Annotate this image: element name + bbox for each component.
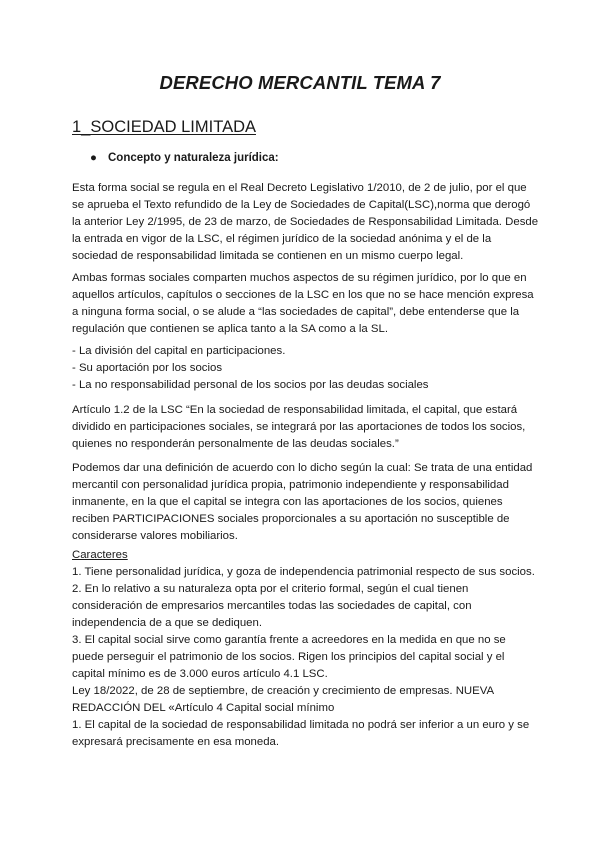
- paragraph-4: [72, 460, 532, 545]
- text-line: inmanente, en la que el capital se integra con las aportaciones de los socios, quienes: [72, 496, 503, 508]
- bullet-icon: ●: [90, 152, 97, 164]
- text-line: la anterior Ley 2/1995, de 23 de marzo, de Sociedades de Responsabilidad Limitada. Desde: [72, 216, 539, 228]
- text-line: expresará precisamente en esa moneda.: [72, 736, 280, 748]
- caracteres-heading: Caracteres: [72, 549, 128, 561]
- paragraph-3: [72, 402, 532, 453]
- text-line: se aprueba el Texto refundido de la Ley de Sociedades de Capital(LSC),norma que derogó: [72, 199, 531, 211]
- text-line: capital mínimo es de 3.000 euros artículo 4.1 LSC.: [72, 668, 328, 680]
- list-1: [72, 343, 532, 394]
- text-line: Ley 18/2022, de 28 de septiembre, de creación y crecimiento de empresas. NUEVA: [72, 685, 495, 697]
- text-line: consideración de empresarios mercantiles todas las sociedades de capital, con: [72, 600, 472, 612]
- paragraph-1: [72, 180, 539, 265]
- text-line: Podemos dar una definición de acuerdo con lo dicho según la cual: Se trata de una entidad: [72, 462, 533, 474]
- text-line: aquellos artículos, capítulos o secciones de la LSC en los que no se hace mención expresa: [72, 289, 534, 301]
- document-title: DERECHO MERCANTIL TEMA 7: [159, 72, 441, 93]
- text-line: Ambas formas sociales comparten muchos aspectos de su régimen jurídico, por lo que en: [72, 272, 527, 284]
- section-heading: 1_SOCIEDAD LIMITADA: [72, 118, 256, 136]
- text-line: Esta forma social se regula en el Real Decreto Legislativo 1/2010, de 2 de julio, por el que: [72, 182, 527, 194]
- paragraph-2: [72, 270, 532, 338]
- text-line: 1. Tiene personalidad jurídica, y goza de independencia patrimonial respecto de sus socios.: [72, 566, 535, 578]
- paragraph-5: [72, 683, 532, 751]
- bullet-item: [90, 152, 279, 164]
- text-line: 1. El capital de la sociedad de responsabilidad limitada no podrá ser inferior a un euro y se: [72, 719, 530, 731]
- text-line: 3. El capital social sirve como garantía frente a acreedores en la medida en que no se: [72, 634, 506, 646]
- text-line: regulación que contienen se aplica tanto a la SA como a la SL.: [72, 323, 388, 335]
- text-line: dividido en participaciones sociales, se integrará por las aportaciones de todos los socios,: [72, 421, 526, 433]
- list-item: - La no responsabilidad personal de los socios por las deudas sociales: [72, 379, 429, 391]
- text-line: la entrada en vigor de la LSC, el régimen jurídico de la sociedad anónima y el de la: [72, 233, 492, 245]
- caracteres-section: [72, 547, 535, 683]
- text-line: considerarse valores mobiliarios.: [72, 530, 238, 542]
- text-line: mercantil con personalidad jurídica propia, patrimonio independiente y responsabilidad: [72, 479, 509, 491]
- text-line: Artículo 1.2 de la LSC “En la sociedad de responsabilidad limitada, el capital, que estará: [72, 404, 518, 416]
- text-line: 2. En lo relativo a su naturaleza opta por el criterio formal, según el cual tienen: [72, 583, 469, 595]
- text-line: puede perseguir el patrimonio de los socios. Rigen los principios del capital social y el: [72, 651, 505, 663]
- text-line: a ninguna forma social, o se alude a “las sociedades de capital”, debe entenderse que la: [72, 306, 520, 318]
- text-line: reciben PARTICIPACIONES sociales proporcionales a su aportación no susceptible de: [72, 513, 510, 525]
- text-line: quienes no responderán personalmente de las deudas sociales.”: [72, 438, 399, 450]
- text-line: sociedad de responsabilidad limitada se contienen en un mismo cuerpo legal.: [72, 250, 464, 262]
- list-item: - La división del capital en participaciones.: [72, 345, 286, 357]
- text-line: independencia de a que se dediquen.: [72, 617, 263, 629]
- list-item: - Su aportación por los socios: [72, 362, 223, 374]
- bullet-text: Concepto y naturaleza jurídica:: [108, 152, 279, 164]
- text-line: REDACCIÓN DEL «Artículo 4 Capital social mínimo: [72, 702, 335, 714]
